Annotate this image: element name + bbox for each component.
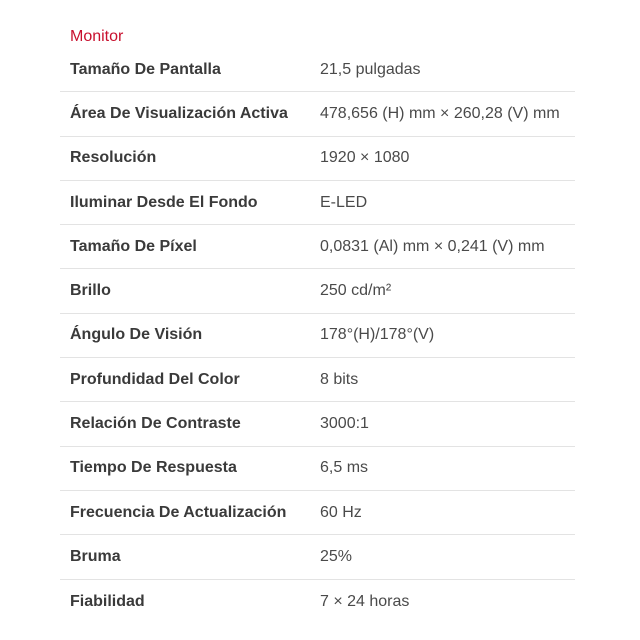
spec-row-reliability	[60, 580, 575, 624]
spec-value: 8 bits	[320, 370, 359, 388]
spec-row-active-area	[60, 92, 575, 136]
spec-value: 7 × 24 horas	[320, 592, 410, 610]
spec-label: Bruma	[70, 547, 121, 565]
spec-label: Tiempo De Respuesta	[70, 459, 237, 477]
spec-value: 478,656 (H) mm × 260,28 (V) mm	[320, 104, 560, 122]
spec-row-refresh-rate	[60, 491, 575, 535]
spec-row-backlight	[60, 181, 575, 225]
spec-row-haze	[60, 535, 575, 579]
spec-label: Área De Visualización Activa	[70, 104, 288, 122]
spec-row-contrast-ratio	[60, 402, 575, 446]
spec-label: Tamaño De Píxel	[70, 237, 197, 255]
spec-value: 3000:1	[320, 415, 369, 433]
spec-value: 1920 × 1080	[320, 149, 410, 167]
spec-row-pixel-size	[60, 225, 575, 269]
spec-value: E-LED	[320, 193, 368, 211]
spec-row-color-depth	[60, 358, 575, 402]
spec-label: Relación De Contraste	[70, 415, 241, 433]
spec-value: 178°(H)/178°(V)	[320, 326, 435, 344]
spec-value: 60 Hz	[320, 503, 362, 521]
spec-value: 250 cd/m²	[320, 282, 392, 300]
spec-label: Profundidad Del Color	[70, 370, 240, 388]
spec-value: 6,5 ms	[320, 459, 369, 477]
spec-label: Fiabilidad	[70, 592, 145, 610]
spec-row-brightness	[60, 269, 575, 313]
spec-label: Ángulo De Visión	[70, 326, 203, 344]
spec-table	[60, 48, 575, 624]
spec-label: Frecuencia De Actualización	[70, 503, 287, 521]
spec-row-screen-size	[60, 48, 575, 92]
spec-row-response-time	[60, 447, 575, 491]
spec-label: Tamaño De Pantalla	[70, 60, 221, 78]
spec-label: Brillo	[70, 282, 111, 300]
section-title: Monitor	[70, 28, 124, 45]
spec-row-resolution	[60, 137, 575, 181]
spec-label: Resolución	[70, 149, 157, 167]
spec-value: 25%	[320, 547, 353, 565]
spec-row-viewing-angle	[60, 314, 575, 358]
spec-label: Iluminar Desde El Fondo	[70, 193, 258, 211]
spec-value: 21,5 pulgadas	[320, 60, 421, 78]
spec-value: 0,0831 (Al) mm × 0,241 (V) mm	[320, 237, 545, 255]
